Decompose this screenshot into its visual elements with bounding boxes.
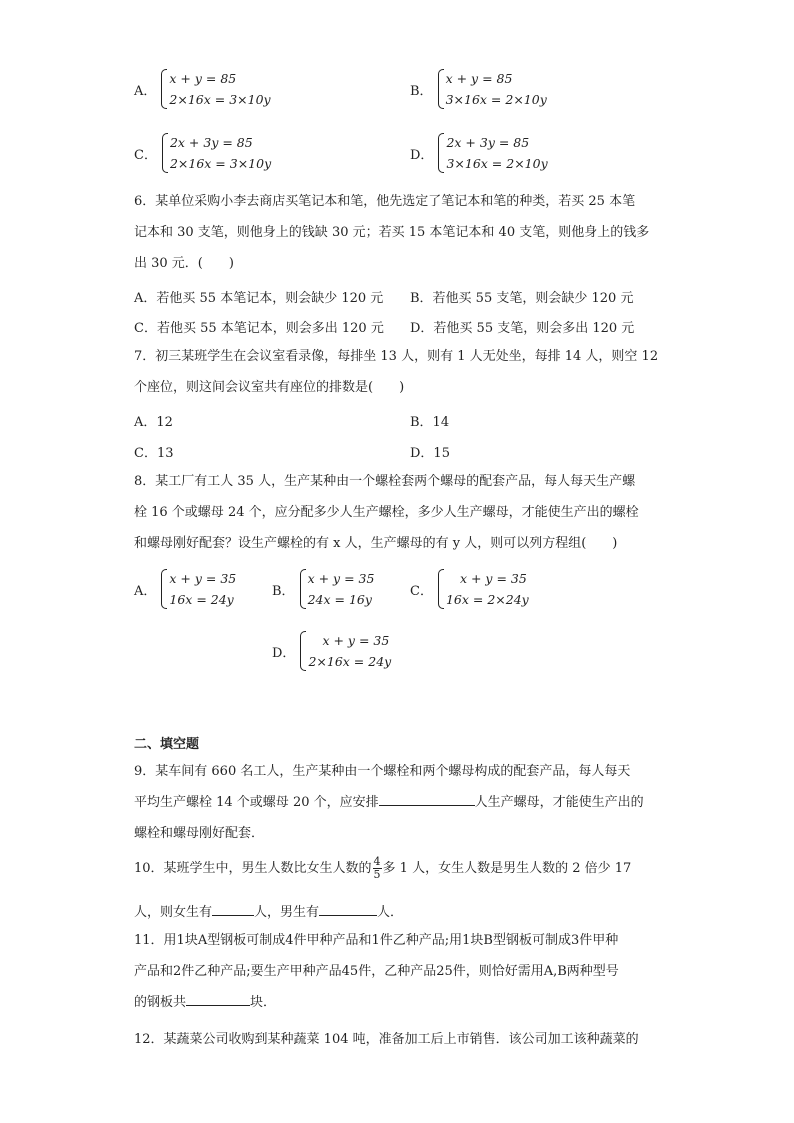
- q10-boys-blank[interactable]: [319, 901, 377, 916]
- question-10-line-2: 人，则女生有 人，男生有 人．: [134, 901, 403, 920]
- q7-option-a[interactable]: A．12: [134, 415, 173, 430]
- q6-option-c[interactable]: C．若他买 55 本笔记本，则会多出 120 元: [134, 321, 384, 336]
- q8-stem-line: 和螺母刚好配套？设生产螺栓的有 x 人，生产螺母的有 y 人，则可以列方程组( ): [134, 536, 618, 551]
- q6-option-a[interactable]: A．若他买 55 本笔记本，则会缺少 120 元: [134, 291, 384, 306]
- q8-option-b[interactable]: [272, 568, 374, 610]
- q9-stem-line: 平均生产螺栓 14 个或螺母 20 个，应安排 人生产螺母，才能使生产出的: [134, 787, 644, 818]
- q6-option-d[interactable]: D．若他买 55 支笔，则会多出 120 元: [410, 321, 635, 336]
- q8-stem-line: 栓 16 个或螺母 24 个，应分配多少人生产螺栓，多少人生产螺母，才能使生产出的螺栓: [134, 505, 639, 520]
- q9-stem-line: 9．某车间有 660 名工人，生产某种由一个螺栓和两个螺母构成的配套产品，每人每天: [134, 764, 631, 779]
- q6-stem-line: 6．某单位采购小李去商店买笔记本和笔，他先选定了笔记本和笔的种类，若买 25 本笔: [134, 194, 636, 209]
- option-label: A．: [134, 583, 157, 599]
- equation-system: x + y = 35 16x = 24y: [160, 568, 236, 610]
- q5-option-c[interactable]: [134, 132, 271, 174]
- question-9: [134, 756, 644, 849]
- equation-system: 2x + 3y = 85 3×16x = 2×10y: [437, 132, 547, 174]
- question-7: [134, 341, 658, 403]
- q7-stem-line: 7．初三某班学生在会议室看录像，每排坐 13 人，则有 1 人无处坐，每排 14 人，则空 12: [134, 349, 659, 364]
- option-label: A．: [134, 83, 157, 99]
- equation-system: 2x + 3y = 85 2×16x = 3×10y: [161, 132, 271, 174]
- equation-system: x + y = 35 16x = 2×24y: [437, 568, 529, 610]
- question-8: [134, 466, 639, 559]
- q5-option-b[interactable]: [410, 68, 547, 110]
- q11-stem-line: 的钢板共 块．: [134, 987, 619, 1018]
- question-11: [134, 925, 619, 1018]
- q5-option-d[interactable]: [410, 132, 548, 174]
- question-6: [134, 186, 649, 279]
- q8-option-d[interactable]: [272, 630, 391, 672]
- q11-stem-line: 11．用1块A型钢板可制成4件甲种产品和1件乙种产品;用1块B型钢板可制成3件甲种: [134, 933, 619, 948]
- q7-option-d[interactable]: D．15: [410, 446, 450, 461]
- option-label: D．: [272, 645, 296, 661]
- q6-option-b[interactable]: B．若他买 55 支笔，则会缺少 120 元: [410, 291, 634, 306]
- q11-answer-blank[interactable]: [186, 991, 250, 1006]
- section-title: 二、填空题: [134, 737, 200, 752]
- q7-option-c[interactable]: C．13: [134, 446, 174, 461]
- question-12: 12．某蔬菜公司收购到某种蔬菜 104 吨，准备加工后上市销售．该公司加工该种蔬菜的: [134, 1032, 639, 1047]
- q7-stem-line: 个座位，则这间会议室共有座位的排数是( ): [134, 380, 405, 395]
- q5-option-a[interactable]: [134, 68, 271, 110]
- equation-system: x + y = 35 2×16x = 24y: [299, 630, 391, 672]
- q10-girls-blank[interactable]: [212, 901, 254, 916]
- option-label: C．: [134, 147, 157, 163]
- option-label: C．: [410, 583, 433, 599]
- q8-stem-line: 8．某工厂有工人 35 人，生产某种由一个螺栓套两个螺母的配套产品，每人每天生产螺: [134, 474, 636, 489]
- equation-system: x + y = 85 2×16x = 3×10y: [160, 68, 270, 110]
- question-10-line-1: 10．某班学生中，男生人数比女生人数的 $\frac{4}{5}$ 多 1 人，女生人数是男生人数的 2 倍少 17: [134, 855, 632, 881]
- q6-stem-line: 出 30 元．( ): [134, 256, 234, 271]
- fraction: $\frac{4}{5}$: [373, 855, 381, 881]
- equation-system: x + y = 35 24x = 16y: [299, 568, 375, 610]
- equation-system: x + y = 85 3×16x = 2×10y: [437, 68, 547, 110]
- q8-option-c[interactable]: [410, 568, 529, 610]
- q9-stem-line: 螺栓和螺母刚好配套．: [134, 826, 265, 841]
- q11-stem-line: 产品和2件乙种产品;要生产甲种产品45件，乙种产品25件，则恰好需用A,B两种型号: [134, 964, 619, 979]
- q7-option-b[interactable]: B．14: [410, 415, 450, 430]
- q9-answer-blank[interactable]: [379, 791, 475, 806]
- q8-option-a[interactable]: [134, 568, 236, 610]
- q6-stem-line: 记本和 30 支笔，则他身上的钱缺 30 元；若买 15 本笔记本和 40 支笔，则他身上的钱多: [134, 225, 650, 240]
- option-label: B．: [272, 583, 295, 599]
- option-label: B．: [410, 83, 433, 99]
- option-label: D．: [410, 147, 434, 163]
